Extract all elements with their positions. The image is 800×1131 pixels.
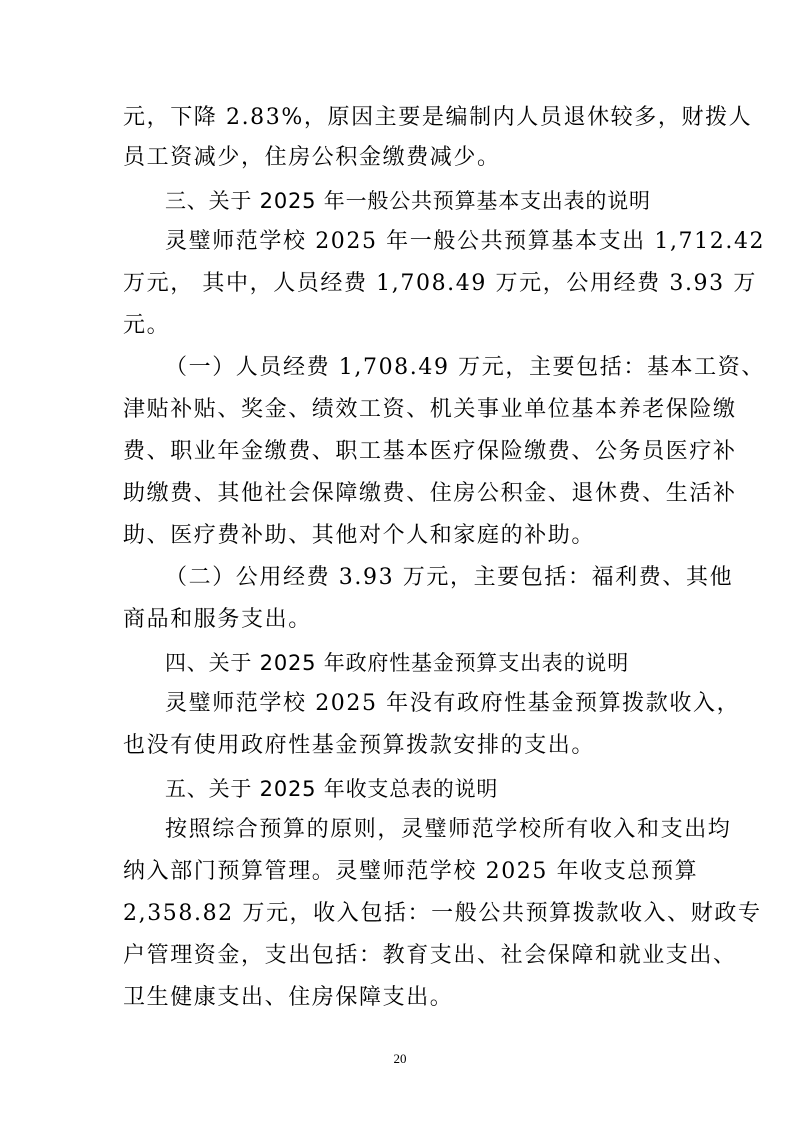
section-heading-5: 五、关于 2025 年收支总表的说明 <box>165 777 499 801</box>
body-text-line: 万元， 其中，人员经费 1,708.49 万元，公用经费 3.93 万 <box>123 271 757 296</box>
body-text-line: 纳入部门预算管理。灵璧师范学校 2025 年收支总预算 <box>123 859 699 884</box>
body-text-line: 灵璧师范学校 2025 年没有政府性基金预算拨款收入， <box>165 691 741 716</box>
body-text-line: 津贴补贴、奖金、绩效工资、机关事业单位基本养老保险缴 <box>123 397 737 422</box>
body-text-line: 灵璧师范学校 2025 年一般公共预算基本支出 1,712.42 <box>165 229 766 254</box>
body-text-line: 助、医疗费补助、其他对个人和家庭的补助。 <box>123 523 596 548</box>
body-text-line: 卫生健康支出、住房保障支出。 <box>123 985 454 1010</box>
section-heading-4: 四、关于 2025 年政府性基金预算支出表的说明 <box>165 651 629 675</box>
body-text-line: （二）公用经费 3.93 万元，主要包括：福利费、其他 <box>165 565 734 590</box>
body-text-line: 户管理资金，支出包括：教育支出、社会保障和就业支出、 <box>123 943 737 968</box>
body-text-line: 元，下降 2.83%，原因主要是编制内人员退休较多，财拨人 <box>123 105 753 130</box>
body-text-line: 元。 <box>123 313 171 338</box>
body-text-line: （一）人员经费 1,708.49 万元，主要包括：基本工资、 <box>165 355 765 380</box>
body-text-line: 按照综合预算的原则，灵璧师范学校所有收入和支出均 <box>165 817 732 842</box>
section-heading-3: 三、关于 2025 年一般公共预算基本支出表的说明 <box>165 189 651 213</box>
body-text-line: 员工资减少，住房公积金缴费减少。 <box>123 145 501 170</box>
body-text-line: 2,358.82 万元，收入包括：一般公共预算拨款收入、财政专 <box>123 901 762 926</box>
page-number: 20 <box>393 1051 407 1066</box>
body-text-line: 费、职业年金缴费、职工基本医疗保险缴费、公务员医疗补 <box>123 439 737 464</box>
body-text-line: 助缴费、其他社会保障缴费、住房公积金、退休费、生活补 <box>123 481 737 506</box>
body-text-line: 也没有使用政府性基金预算拨款安排的支出。 <box>123 733 596 758</box>
body-text-line: 商品和服务支出。 <box>123 607 312 632</box>
